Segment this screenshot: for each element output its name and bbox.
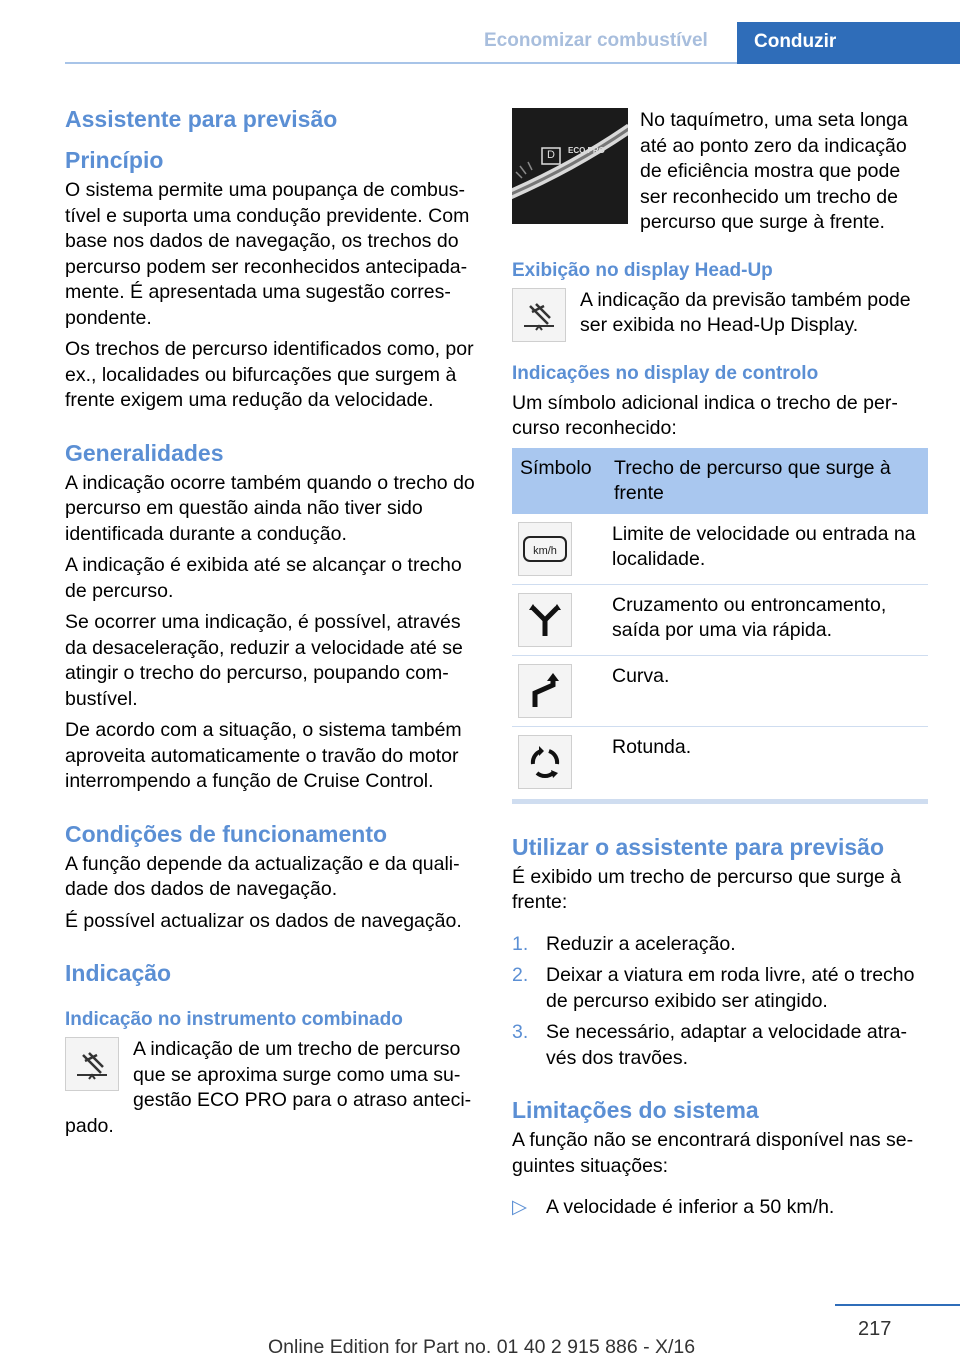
speed-limit-unit: km/h (533, 544, 557, 557)
use-paragraph: É exibido um trecho de percurso que surge à frente: (512, 865, 902, 913)
symbol-table (512, 448, 928, 797)
footer-rule (835, 1304, 960, 1306)
header-chapter-label: Conduzir (754, 31, 837, 52)
tachometer-paragraph: No taquímetro, uma seta longa até ao ponto zero da indicação de eficiência mostra que pode ser reconhecido um trecho de percurso que surge à frente. (640, 109, 908, 233)
row-text: Limite de velocidade ou entrada na localidade. (606, 514, 928, 585)
hud-eco-icon (512, 288, 566, 342)
control-heading: Indicações no display de controlo (512, 362, 819, 384)
hud-paragraph: A indicação da previsão também pode ser exibida no Head-Up Display. (580, 288, 911, 336)
col-symbol-header: Símbolo (512, 448, 606, 514)
limits-heading: Limitações do sistema (512, 1097, 759, 1123)
speed-limit-icon (518, 522, 572, 576)
general-paragraph-2: A indicação é exibida até se alcançar o trecho de percurso. (65, 554, 462, 602)
limits-list (512, 1195, 928, 1221)
instrument-heading: Indicação no instrumento combinado (65, 1009, 403, 1030)
row-text: Rotunda. (612, 735, 692, 758)
principle-paragraph-2: Os trechos de percurso identificados como, por ex., localidades ou bifurcações que surgem à frente exigem uma redução da velocidade. (65, 338, 474, 411)
general-paragraph-1: A indicação ocorre também quando o trecho do percurso em questão ainda não tiver sido identificada durante a condução. (65, 471, 475, 545)
conditions-heading: Condições de funcionamento (65, 820, 388, 847)
list-item: 1. Reduzir a aceleração. (512, 932, 736, 955)
conditions-paragraph-1: A função depende da actualização e da quali-dade dos dados de navegação. (65, 852, 460, 900)
principle-heading: Princípio (65, 147, 164, 173)
limits-paragraph: A função não se encontrará disponível nas se-guintes situações: (512, 1129, 914, 1177)
page-title: Assistente para previsão (65, 106, 338, 132)
roundabout-icon (518, 735, 572, 789)
eco-anticipation-icon (65, 1037, 119, 1091)
col-desc-header: Trecho de percurso que surge à frente (606, 448, 928, 514)
junction-icon (518, 593, 572, 647)
triangle-bullet-icon: ▷ (512, 1196, 527, 1218)
tachometer-image (512, 108, 628, 224)
use-heading: Utilizar o assistente para previsão (512, 833, 884, 860)
general-heading: Generalidades (65, 439, 224, 466)
curve-icon (518, 664, 572, 718)
control-paragraph: Um símbolo adicional indica o trecho de per-curso reconhecido: (512, 391, 898, 439)
steps-list (512, 932, 928, 1072)
tachometer-gear-label: D (547, 149, 555, 161)
row-text: Curva. (606, 655, 928, 726)
general-paragraph-4: De acordo com a situação, o sistema também aproveita automaticamente o travão do motor interrompendo a função de Cruise Control. (65, 719, 462, 792)
conditions-paragraph-2: É possível actualizar os dados de navegação. (65, 909, 462, 932)
table-row (512, 514, 928, 585)
table-row (512, 584, 928, 655)
table-header-row (512, 448, 928, 514)
instrument-paragraph: A indicação de um trecho de percurso que se aproxima surge como uma su-gestão ECO PRO para o atraso anteci-pado. (65, 1038, 472, 1137)
indication-heading: Indicação (65, 960, 172, 986)
table-row (512, 655, 928, 726)
principle-paragraph-1: O sistema permite uma poupança de combus-tível e suporta uma condução previdente. Com base nos dados de navegação, os trechos do percurso podem ser reconhecidos antecipada-mente. É apresentada uma sugestão corres-pondente. (65, 179, 470, 329)
list-item: ▷ A velocidade é inferior a 50 km/h. (512, 1195, 928, 1221)
table-row (512, 726, 928, 797)
row-text: Cruzamento ou entroncamento, saída por uma via rápida. (606, 584, 928, 655)
list-item: 2. Deixar a viatura em roda livre, até o trecho de percurso exibido ser atingido. (512, 964, 915, 1012)
header-section: Economizar combustível (484, 30, 708, 51)
right-column (512, 108, 928, 1227)
tachometer-mode-label: ECO PRO (568, 146, 605, 155)
edition-footer: Online Edition for Part no. 01 40 2 915 886 - X/16 (268, 1336, 696, 1358)
hud-heading: Exibição no display Head-Up (512, 259, 773, 281)
general-paragraph-3: Se ocorrer uma indicação, é possível, através da desaceleração, reduzir a velocidade até se atingir o trecho do percurso, poupando com-bustível. (65, 611, 463, 710)
header-chapter-tab (737, 22, 960, 64)
list-item: 3. Se necessário, adaptar a velocidade atra-vés dos travões. (512, 1021, 907, 1069)
page-number: 217 (858, 1318, 892, 1340)
left-column (65, 100, 481, 1145)
